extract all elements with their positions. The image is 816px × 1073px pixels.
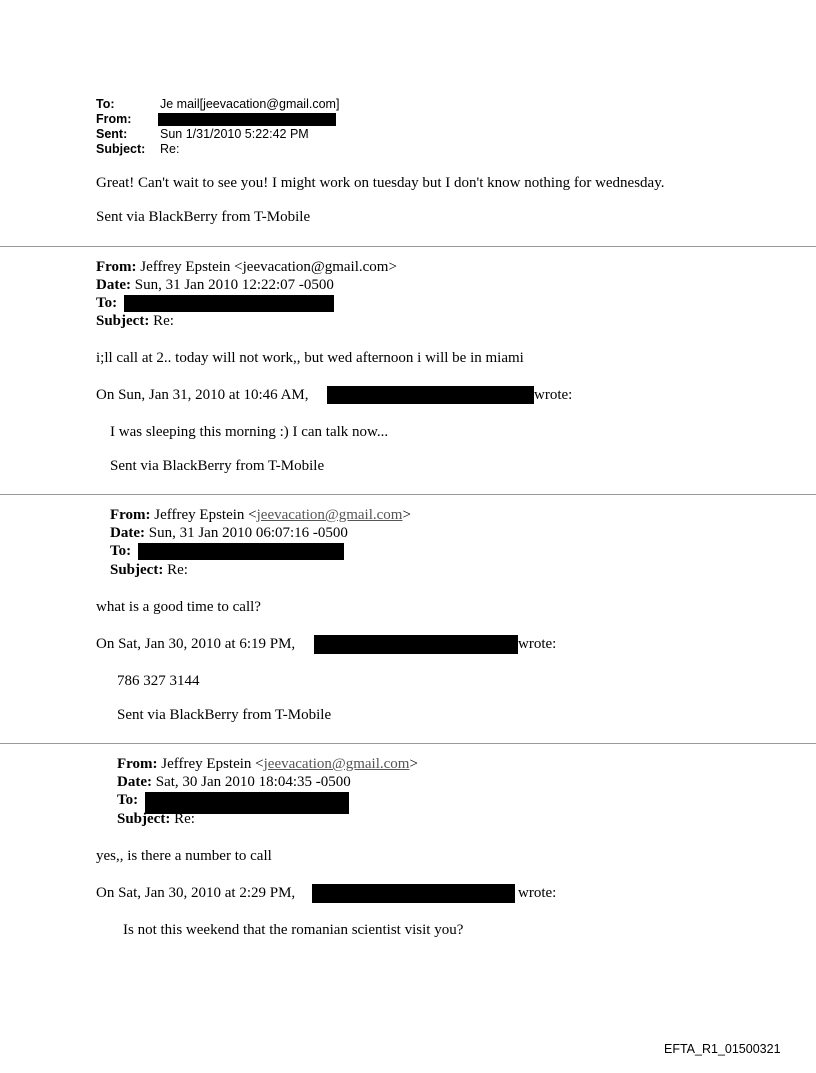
redaction-bar [314,635,518,654]
subject-value: Re: [167,562,188,578]
date-label: Date: [110,525,145,541]
to-value: Je mail[jeevacation@gmail.com] [160,97,340,111]
email-link[interactable]: jeevacation@gmail.com [256,507,403,523]
quoted-body: I was sleeping this morning :) I can talk now... [110,424,389,440]
date-value: Sun, 31 Jan 2010 12:22:07 -0500 [134,277,334,293]
message-signature: Sent via BlackBerry from T-Mobile [96,209,311,225]
to-label: To: [110,543,132,559]
redaction-bar [312,884,515,903]
subject-label: Subject: [117,811,171,827]
quoted-body: 786 327 3144 [117,673,200,689]
to-label: To: [96,97,115,111]
subject-value: Re: [174,811,195,827]
redaction-bar [138,543,344,560]
subject-value: Re: [160,142,180,156]
quoted-signature: Sent via BlackBerry from T-Mobile [117,707,332,723]
divider [0,246,816,247]
quote-intro: On Sun, Jan 31, 2010 at 10:46 AM, [96,387,309,403]
date-label: Date: [96,277,131,293]
subject-label: Subject: [96,313,150,329]
redaction-bar [327,386,534,404]
from-name: Jeffrey Epstein < [154,507,257,523]
redaction-bar [158,113,336,126]
quote-wrote: wrote: [534,387,573,403]
divider [0,743,816,744]
to-label: To: [117,792,139,808]
message-body: Great! Can't wait to see you! I might work on tuesday but I don't know nothing for wednesday. [96,175,665,191]
date-value: Sat, 30 Jan 2010 18:04:35 -0500 [155,774,351,790]
quoted-body: Is not this weekend that the romanian scientist visit you? [123,922,464,938]
subject-value: Re: [153,313,174,329]
from-close: > [409,756,418,772]
subject-label: Subject: [110,562,164,578]
date-value: Sun, 31 Jan 2010 06:07:16 -0500 [148,525,348,541]
from-close: > [402,507,411,523]
subject-label: Subject: [96,142,146,156]
from-label: From: [117,756,158,772]
to-label: To: [96,295,118,311]
message-body: yes,, is there a number to call [96,848,272,864]
email-link[interactable]: jeevacation@gmail.com [263,756,410,772]
from-name: Jeffrey Epstein < [161,756,264,772]
from-value: Jeffrey Epstein <jeevacation@gmail.com> [140,259,397,275]
message-body: i;ll call at 2.. today will not work,, but wed afternoon i will be in miami [96,350,524,366]
from-label: From: [110,507,151,523]
date-label: Date: [117,774,152,790]
quote-wrote: wrote: [518,636,557,652]
sent-value: Sun 1/31/2010 5:22:42 PM [160,127,309,141]
message-body: what is a good time to call? [96,599,261,615]
quote-intro: On Sat, Jan 30, 2010 at 6:19 PM, [96,636,296,652]
document-id: EFTA_R1_01500321 [664,1042,781,1056]
from-label: From: [96,112,132,126]
redaction-bar [124,295,334,312]
quote-intro: On Sat, Jan 30, 2010 at 2:29 PM, [96,885,296,901]
from-label: From: [96,259,137,275]
quoted-signature: Sent via BlackBerry from T-Mobile [110,458,325,474]
divider [0,494,816,495]
sent-label: Sent: [96,127,128,141]
quote-wrote: wrote: [518,885,557,901]
